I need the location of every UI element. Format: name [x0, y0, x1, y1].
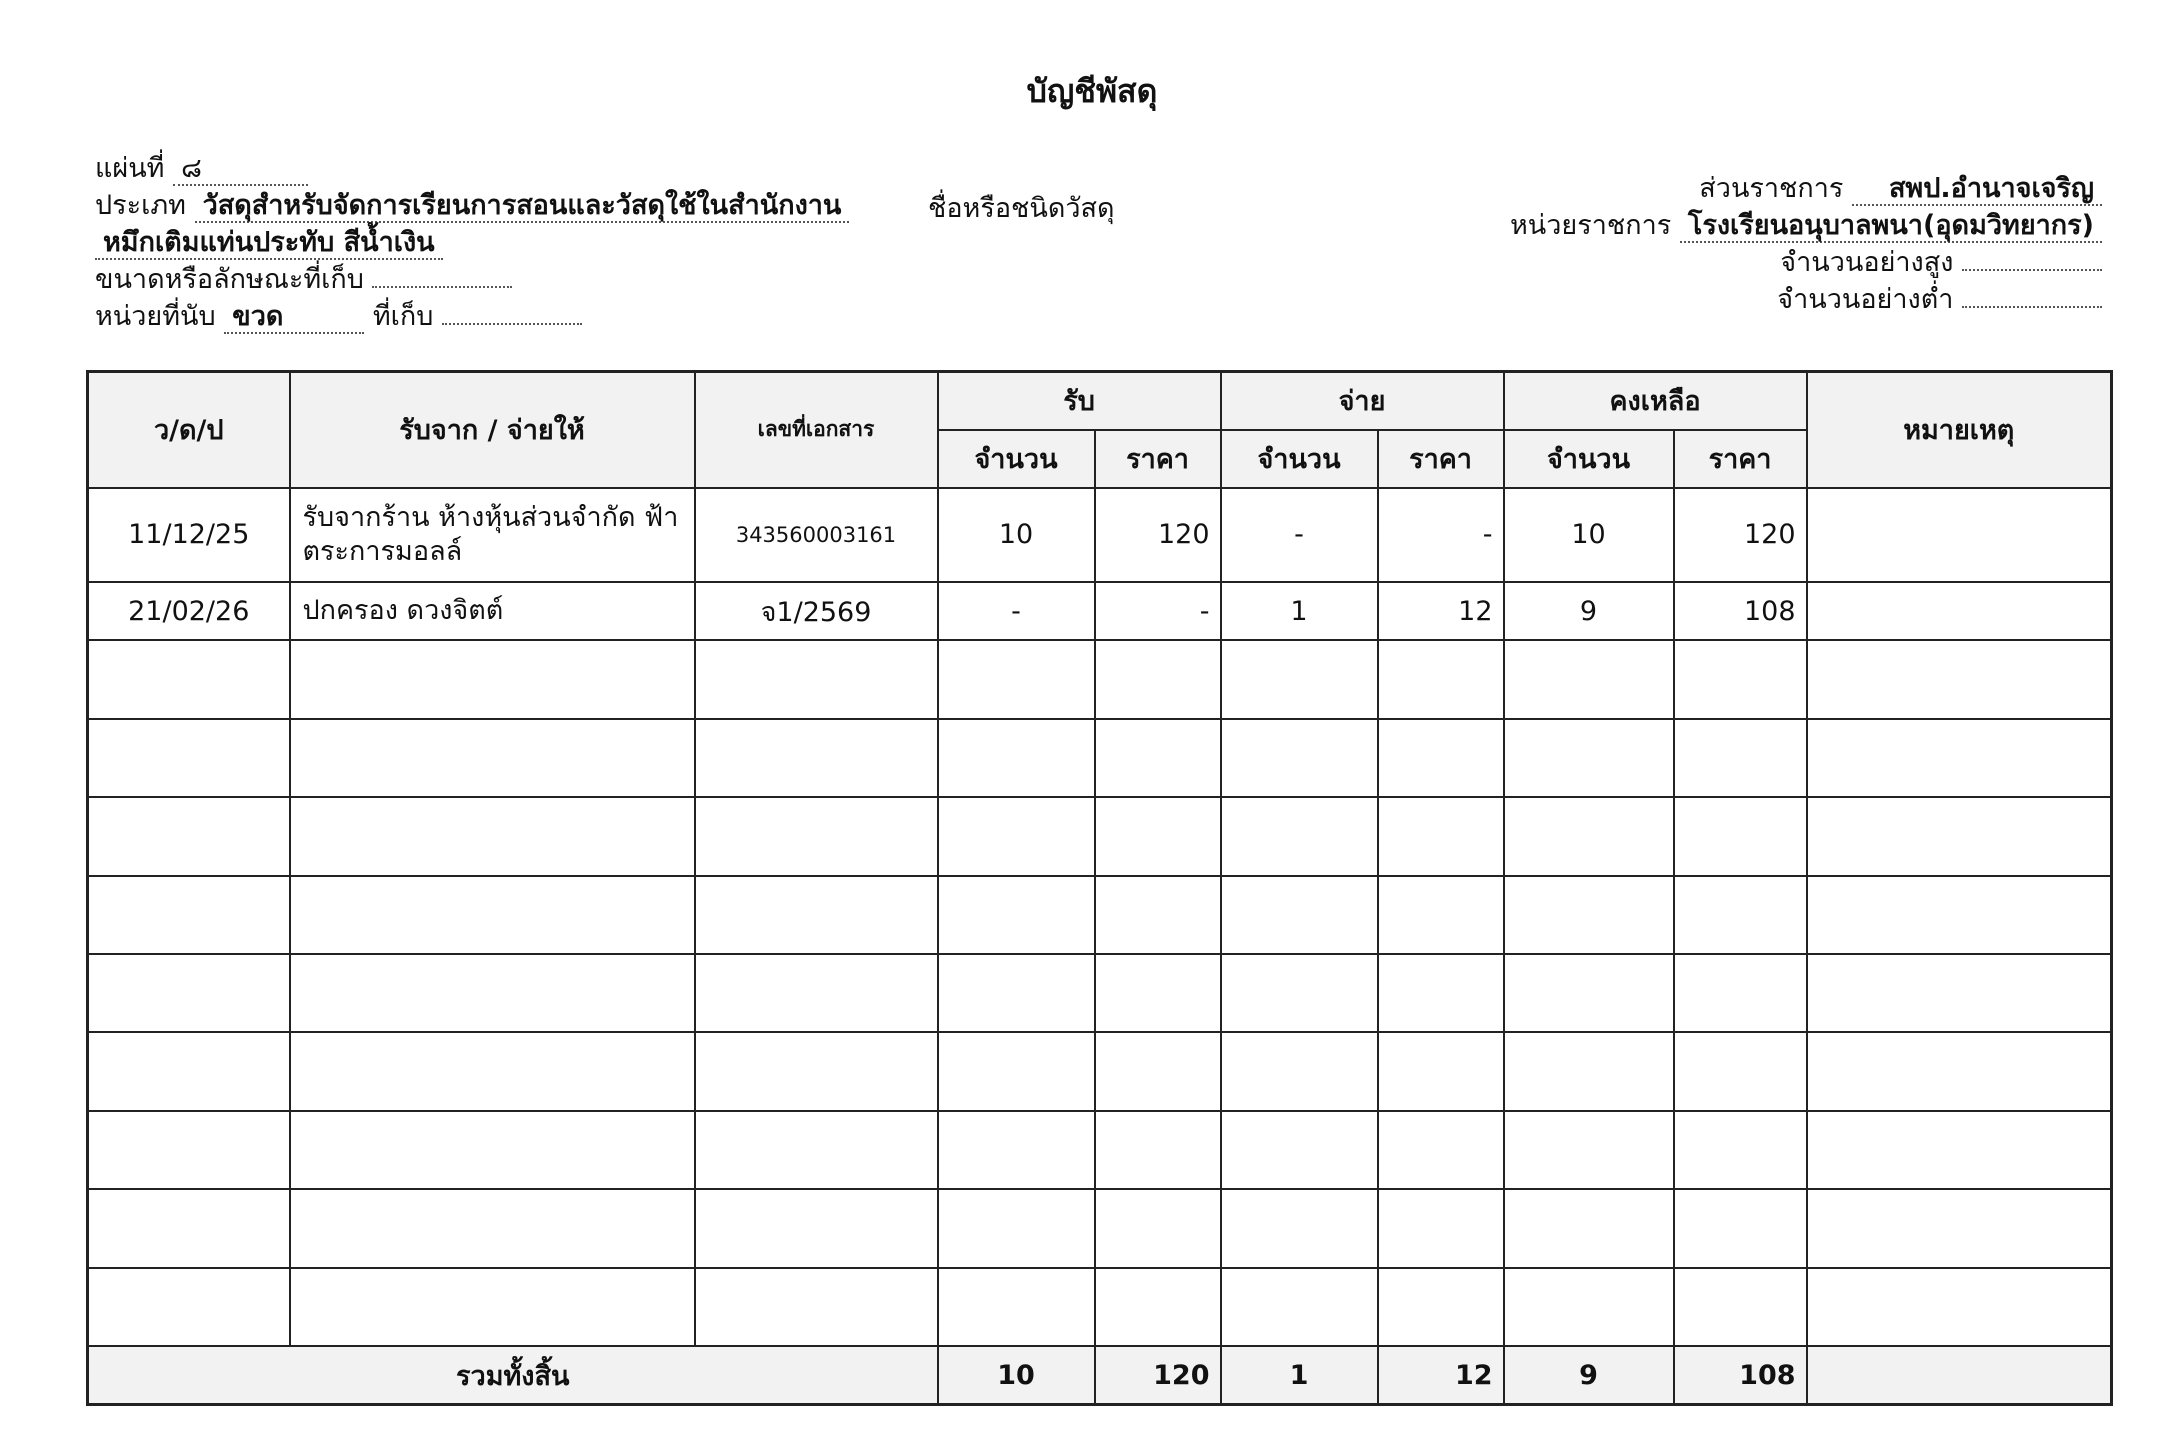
total-row — [88, 1346, 2112, 1404]
cell-rcv-price: - — [1095, 582, 1221, 640]
cell-docno: จ1/2569 — [695, 582, 938, 640]
empty-row — [88, 797, 2112, 875]
max-row — [1510, 244, 2102, 281]
cell-remark — [1807, 582, 2112, 640]
cell-iss-qty: 1 — [1221, 582, 1378, 640]
iss-qty-header: จำนวน — [1221, 430, 1378, 488]
col-receive-header: รับ — [938, 372, 1221, 430]
cell-bal-qty: 10 — [1504, 488, 1674, 583]
cell-bal-price: 120 — [1674, 488, 1807, 583]
type-value: วัสดุสำหรับจัดการเรียนการสอนและวัสดุใช้ในสำนักงาน — [195, 191, 850, 223]
header-right — [1510, 170, 2102, 318]
cell-date: 11/12/25 — [88, 488, 290, 583]
storage-blank — [442, 323, 582, 325]
col-party-header: รับจาก / จ่ายให้ — [290, 372, 695, 488]
total-bal-price: 108 — [1674, 1346, 1807, 1404]
cell-party: ปกครอง ดวงจิตต์ — [290, 582, 695, 640]
storage-label: ที่เก็บ — [372, 301, 434, 332]
empty-row — [88, 1111, 2112, 1189]
unit-row — [95, 298, 849, 335]
cell-rcv-price: 120 — [1095, 488, 1221, 583]
total-iss-price: 12 — [1378, 1346, 1504, 1404]
cell-date: 21/02/26 — [88, 582, 290, 640]
cell-docno: 343560003161 — [695, 488, 938, 583]
agency-label: หน่วยราชการ — [1510, 210, 1672, 241]
total-iss-qty: 1 — [1221, 1346, 1378, 1404]
empty-row — [88, 1032, 2112, 1110]
table-row — [88, 582, 2112, 640]
dept-row — [1510, 170, 2102, 207]
type-row — [95, 187, 849, 224]
empty-row — [88, 640, 2112, 718]
max-blank — [1962, 269, 2102, 271]
cell-rcv-qty: - — [938, 582, 1095, 640]
agency-row — [1510, 207, 2102, 244]
col-date-header: ว/ด/ป — [88, 372, 290, 488]
col-docno-header: เลขที่เอกสาร — [695, 372, 938, 488]
cell-bal-price: 108 — [1674, 582, 1807, 640]
total-bal-qty: 9 — [1504, 1346, 1674, 1404]
cell-bal-qty: 9 — [1504, 582, 1674, 640]
cell-party: รับจากร้าน ห้างหุ้นส่วนจำกัด ฟ้าตระการมอลล์ — [290, 488, 695, 583]
bal-qty-header: จำนวน — [1504, 430, 1674, 488]
bal-price-header: ราคา — [1674, 430, 1807, 488]
size-row — [95, 261, 849, 298]
iss-price-header: ราคา — [1378, 430, 1504, 488]
header-left — [95, 150, 849, 335]
total-label: รวมทั้งสิ้น — [88, 1346, 938, 1404]
col-balance-header: คงเหลือ — [1504, 372, 1807, 430]
total-remark — [1807, 1346, 2112, 1404]
col-remark-header: หมายเหตุ — [1807, 372, 2112, 488]
empty-row — [88, 954, 2112, 1032]
min-blank — [1962, 306, 2102, 308]
sheet-value: ๘ — [173, 154, 308, 186]
cell-remark — [1807, 488, 2112, 583]
cell-iss-qty: - — [1221, 488, 1378, 583]
item-name-value: หมึกเติมแท่นประทับ สีน้ำเงิน — [95, 228, 443, 260]
cell-iss-price: - — [1378, 488, 1504, 583]
agency-value: โรงเรียนอนุบาลพนา(อุดมวิทยากร) — [1680, 211, 2102, 243]
item-name-label: ชื่อหรือชนิดวัสดุ — [928, 193, 1115, 224]
min-label: จำนวนอย่างต่ำ — [1777, 284, 1954, 315]
dept-value: สพป.อำนาจเจริญ — [1852, 174, 2102, 206]
empty-row — [88, 876, 2112, 954]
cell-iss-price: 12 — [1378, 582, 1504, 640]
min-row — [1510, 281, 2102, 318]
sheet-label: แผ่นที่ — [95, 153, 165, 184]
total-rcv-qty: 10 — [938, 1346, 1095, 1404]
empty-row — [88, 719, 2112, 797]
empty-row — [88, 1268, 2112, 1346]
max-label: จำนวนอย่างสูง — [1780, 247, 1954, 278]
sheet-row — [95, 150, 849, 187]
item-name-row — [95, 224, 849, 261]
table-row — [88, 488, 2112, 583]
unit-label: หน่วยที่นับ — [95, 301, 216, 332]
total-rcv-price: 120 — [1095, 1346, 1221, 1404]
empty-row — [88, 1189, 2112, 1267]
unit-value: ขวด — [224, 302, 364, 334]
type-label: ประเภท — [95, 190, 186, 221]
page-title: บัญชีพัสดุ — [1026, 72, 1158, 110]
size-blank — [372, 286, 512, 288]
ledger-table — [86, 370, 2113, 1406]
col-issue-header: จ่าย — [1221, 372, 1504, 430]
rcv-price-header: ราคา — [1095, 430, 1221, 488]
rcv-qty-header: จำนวน — [938, 430, 1095, 488]
cell-rcv-qty: 10 — [938, 488, 1095, 583]
dept-label: ส่วนราชการ — [1699, 173, 1844, 204]
size-label: ขนาดหรือลักษณะที่เก็บ — [95, 264, 364, 295]
